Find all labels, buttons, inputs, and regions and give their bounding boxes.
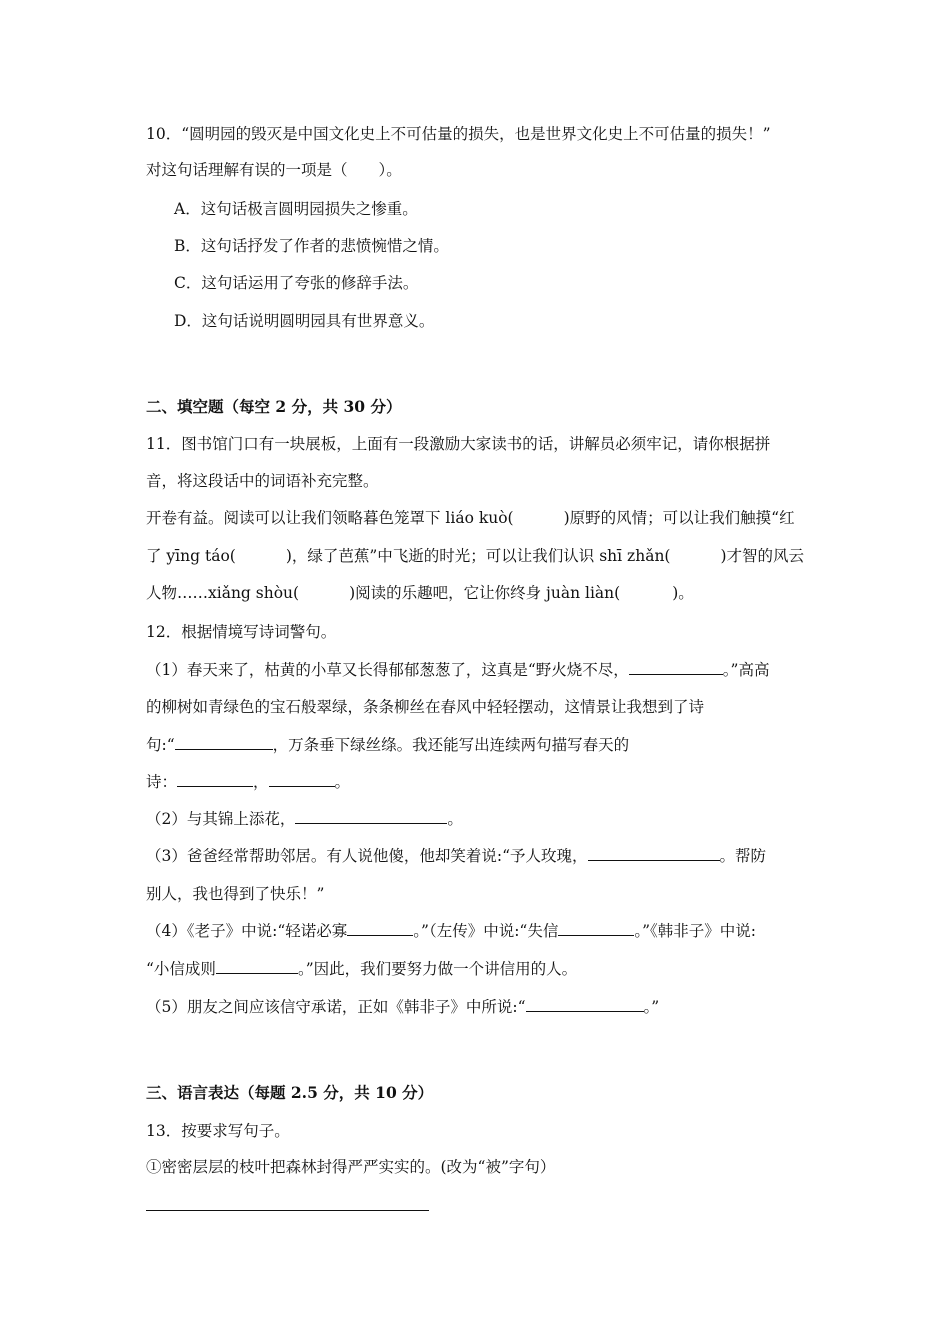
q11-stem-line1: 11．图书馆门口有一块展板，上面有一段激励大家读书的话，讲解员必须牢记，请你根据拼 <box>146 435 771 453</box>
blank-answer[interactable] <box>177 772 253 787</box>
q10-option-d: D．这句话说明圆明园具有世界意义。 <box>174 312 435 330</box>
q12-text: 。”因此，我们要努力做一个讲信用的人。 <box>297 960 578 978</box>
q12-title: 12．根据情境写诗词警句。 <box>146 623 337 641</box>
q12-item4-line1 <box>146 921 756 941</box>
blank-answer[interactable] <box>269 772 335 787</box>
q12-item4-line2 <box>146 959 577 979</box>
q12-text: （1）春天来了，枯黄的小草又长得郁郁葱葱了，这真是“野火烧不尽， <box>146 661 629 679</box>
q10-stem-line2: 对这句话理解有误的一项是（ ）。 <box>146 161 402 179</box>
q12-text: 句:“ <box>146 736 175 754</box>
q11-text: )。 <box>672 584 694 602</box>
q10-option-b: B．这句话抒发了作者的悲愤惋惜之情。 <box>174 237 449 255</box>
blank-answer[interactable] <box>526 997 644 1012</box>
q10-option-c: C．这句话运用了夸张的修辞手法。 <box>174 274 419 292</box>
q12-text: 。 <box>334 773 351 791</box>
q11-text: 了 yīng táo( <box>146 547 236 565</box>
section-3-title: 三、语言表达（每题 2.5 分，共 10 分） <box>146 1083 434 1102</box>
q11-text: )才智的风云 <box>720 547 805 565</box>
q13-answer-line[interactable] <box>146 1210 429 1211</box>
q12-item1-line2: 的柳树如青绿色的宝石般翠绿，条条柳丝在春风中轻轻摆动，这情景让我想到了诗 <box>146 698 705 716</box>
section-2-title: 二、填空题（每空 2 分，共 30 分） <box>146 397 402 416</box>
q12-item5 <box>146 997 659 1017</box>
q11-passage-line3 <box>146 583 694 603</box>
q12-item3-line1 <box>146 846 766 866</box>
q12-item3-line2: 别人，我也得到了快乐！” <box>146 885 325 903</box>
q12-text: 。 <box>447 810 463 828</box>
q10-stem-line1: 10．“圆明园的毁灭是中国文化史上不可估量的损失，也是世界文化史上不可估量的损失！” <box>146 125 771 143</box>
q12-item2 <box>146 809 463 829</box>
q11-text: )阅读的乐趣吧，它让你终身 juàn liàn( <box>349 584 621 602</box>
q13-title: 13．按要求写句子。 <box>146 1122 290 1140</box>
q11-passage-line1 <box>146 508 795 528</box>
q12-text: （3）爸爸经常帮助邻居。有人说他傻，他却笑着说:“予人玫瑰， <box>146 847 588 865</box>
blank-answer[interactable] <box>216 959 298 974</box>
q12-text: （5）朋友之间应该信守承诺，正如《韩非子》中所说:“ <box>146 998 526 1016</box>
q12-text: （2）与其锦上添花， <box>146 810 296 828</box>
q10-option-a: A．这句话极言圆明园损失之惨重。 <box>174 200 418 218</box>
q13-item1: ①密密层层的枝叶把森林封得严严实实的。(改为“被”字句） <box>146 1158 556 1176</box>
q11-text: 人物……xiǎng shòu( <box>146 584 300 602</box>
q12-text: ， <box>253 773 269 791</box>
blank-answer[interactable] <box>588 846 720 861</box>
q12-text: 诗： <box>146 773 178 791</box>
q12-text: 。”高高 <box>722 661 770 679</box>
blank-answer[interactable] <box>347 921 413 936</box>
q12-text: （4）《老子》中说:“轻诺必寡 <box>146 922 348 940</box>
blank-answer[interactable] <box>558 921 634 936</box>
q12-text: 。” <box>643 998 660 1016</box>
q11-text: 开卷有益。阅读可以让我们领略暮色笼罩下 liáo kuò( <box>146 509 514 527</box>
q12-text: ，万条垂下绿丝绦。我还能写出连续两句描写春天的 <box>272 736 630 754</box>
q12-item1-line1 <box>146 660 769 680</box>
q11-passage-line2 <box>146 546 804 566</box>
q11-stem-line2: 音，将这段话中的词语补充完整。 <box>146 472 379 490</box>
q12-text: 。”《韩非子》中说: <box>634 922 756 940</box>
q11-text: )原野的风情；可以让我们触摸“红 <box>563 509 795 527</box>
q12-text: “小信成则 <box>146 960 216 978</box>
blank-answer[interactable] <box>629 660 723 675</box>
q12-item1-line4 <box>146 772 350 792</box>
blank-answer[interactable] <box>295 809 447 824</box>
q11-text: )，绿了芭蕉”中飞逝的时光；可以让我们认识 shī zhǎn( <box>285 547 671 565</box>
q12-text: 。帮防 <box>719 847 767 865</box>
blank-answer[interactable] <box>175 735 273 750</box>
q12-text: 。”（左传》中说:“失信 <box>413 922 559 940</box>
q12-item1-line3 <box>146 735 629 755</box>
